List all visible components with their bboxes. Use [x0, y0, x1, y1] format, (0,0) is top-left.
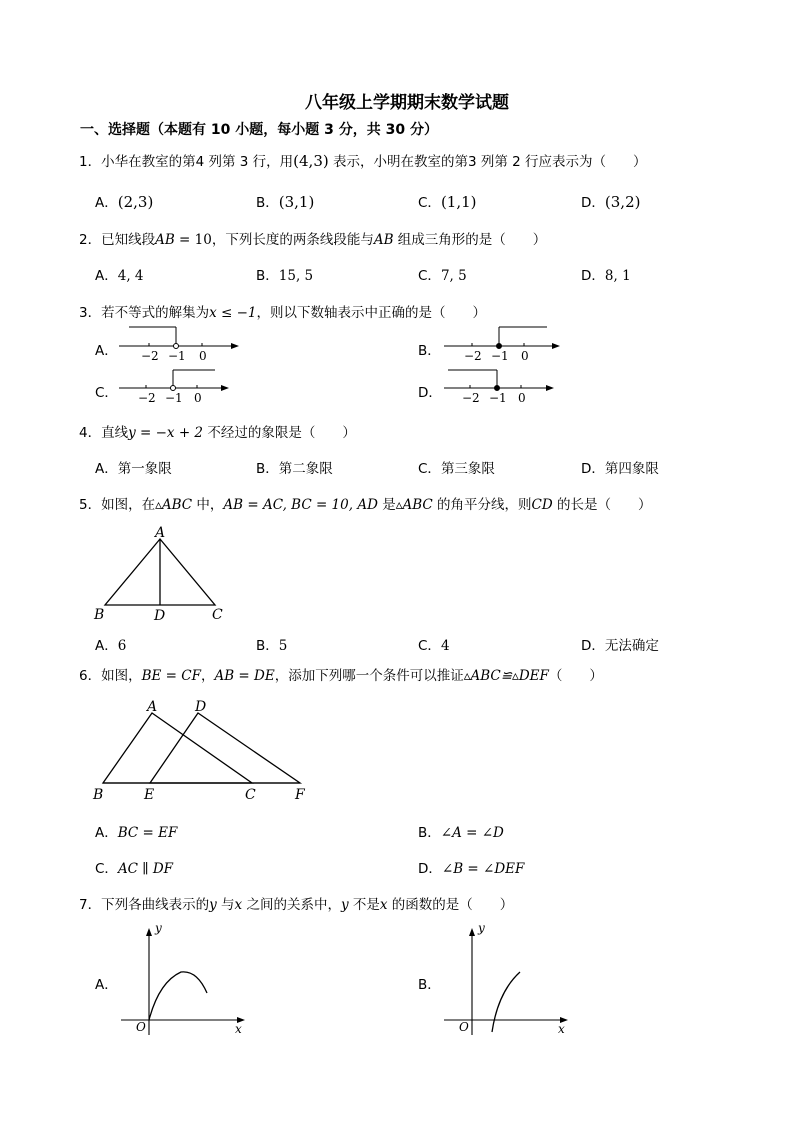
vertex-label-d: D — [154, 608, 166, 624]
question-5-stem: 5．如图，在▵ABC 中，AB = AC, BC = 10, AD 是▵ABC 的角平分线，则CD 的长是（ ） — [79, 497, 652, 513]
q2-option-c[interactable]: C．7, 5 — [418, 268, 467, 284]
triangle-abc-figure — [90, 527, 240, 627]
question-4-stem: 4．直线y = −x + 2 不经过的象限是（ ） — [79, 425, 356, 441]
number-line-a — [115, 323, 255, 363]
tick-label: −1 — [165, 391, 183, 405]
vertex-label-c: C — [245, 787, 256, 803]
tick-label: 0 — [194, 391, 202, 405]
axis-y-label: y — [478, 921, 485, 935]
page-title: 八年级上学期期末数学试题 — [305, 93, 509, 113]
number-line-b — [440, 323, 580, 363]
axis-x-label: x — [235, 1022, 242, 1036]
q3-option-b[interactable]: B． — [418, 343, 441, 359]
tick-label: −1 — [168, 349, 186, 363]
question-1-stem: 1．小华在教室的第4 列第 3 行，用(4,3) 表示，小明在教室的第3 列第 2 行应表示为（ ） — [79, 152, 647, 170]
q5-option-d[interactable]: D．无法确定 — [581, 638, 659, 654]
vertex-label-a: A — [155, 525, 166, 541]
triangles-abc-def-figure — [90, 697, 320, 807]
q3-option-c[interactable]: C． — [95, 385, 118, 401]
q4-option-b[interactable]: B．第二象限 — [256, 461, 333, 477]
q7-option-a[interactable]: A． — [95, 977, 118, 993]
q1-option-c[interactable]: C．(1,1) — [418, 193, 477, 211]
vertex-label-b: B — [93, 787, 104, 803]
question-2-stem: 2．已知线段AB = 10，下列长度的两条线段能与AB 组成三角形的是（ ） — [79, 232, 547, 248]
q5-option-c[interactable]: C．4 — [418, 638, 450, 654]
q6-option-d[interactable]: D．∠B = ∠DEF — [418, 861, 525, 877]
q6-option-a[interactable]: A．BC = EF — [95, 825, 178, 841]
tick-label: −2 — [462, 391, 480, 405]
q1-option-b[interactable]: B．(3,1) — [256, 193, 315, 211]
tick-label: 0 — [199, 349, 207, 363]
q1-option-a[interactable]: A．(2,3) — [95, 193, 154, 211]
tick-label: −2 — [464, 349, 482, 363]
tick-label: −1 — [491, 349, 509, 363]
question-7-stem: 7．下列各曲线表示的y 与x 之间的关系中，y 不是x 的函数的是（ ） — [79, 897, 514, 913]
tick-label: 0 — [518, 391, 526, 405]
q3-option-d[interactable]: D． — [418, 385, 442, 401]
axis-x-label: x — [558, 1022, 565, 1036]
origin-label: O — [136, 1020, 146, 1034]
q2-option-a[interactable]: A．4, 4 — [95, 268, 144, 284]
q2-option-d[interactable]: D．8, 1 — [581, 268, 631, 284]
question-6-stem: 6．如图，BE = CF，AB = DE，添加下列哪一个条件可以推证▵ABC≌▵DEF（ ） — [79, 668, 603, 684]
tick-label: −2 — [141, 349, 159, 363]
q2-option-b[interactable]: B．15, 5 — [256, 268, 314, 284]
number-line-d — [440, 366, 580, 406]
tick-label: −1 — [489, 391, 507, 405]
q1-option-d[interactable]: D．(3,2) — [581, 193, 641, 211]
vertex-label-c: C — [212, 607, 223, 623]
question-3-stem: 3．若不等式的解集为x ≤ −1，则以下数轴表示中正确的是（ ） — [79, 305, 487, 321]
vertex-label-b: B — [94, 607, 105, 623]
graph-b — [438, 920, 588, 1040]
origin-label: O — [459, 1020, 469, 1034]
tick-label: 0 — [521, 349, 529, 363]
q6-option-b[interactable]: B．∠A = ∠D — [418, 825, 504, 841]
q4-option-c[interactable]: C．第三象限 — [418, 461, 495, 477]
q5-option-b[interactable]: B．5 — [256, 638, 288, 654]
q4-option-d[interactable]: D．第四象限 — [581, 461, 659, 477]
tick-label: −2 — [138, 391, 156, 405]
vertex-label-a: A — [147, 699, 158, 715]
graph-a — [115, 920, 265, 1040]
section-heading: 一、选择题（本题有 10 小题，每小题 3 分，共 30 分） — [80, 122, 438, 138]
number-line-c — [115, 366, 255, 406]
q7-option-b[interactable]: B． — [418, 977, 441, 993]
q6-option-c[interactable]: C．AC ∥ DF — [95, 861, 174, 877]
axis-y-label: y — [155, 921, 162, 935]
vertex-label-e: E — [144, 787, 155, 803]
q5-option-a[interactable]: A．6 — [95, 638, 127, 654]
q4-option-a[interactable]: A．第一象限 — [95, 461, 172, 477]
q3-option-a[interactable]: A． — [95, 343, 118, 359]
vertex-label-f: F — [295, 787, 305, 803]
vertex-label-d: D — [195, 699, 207, 715]
